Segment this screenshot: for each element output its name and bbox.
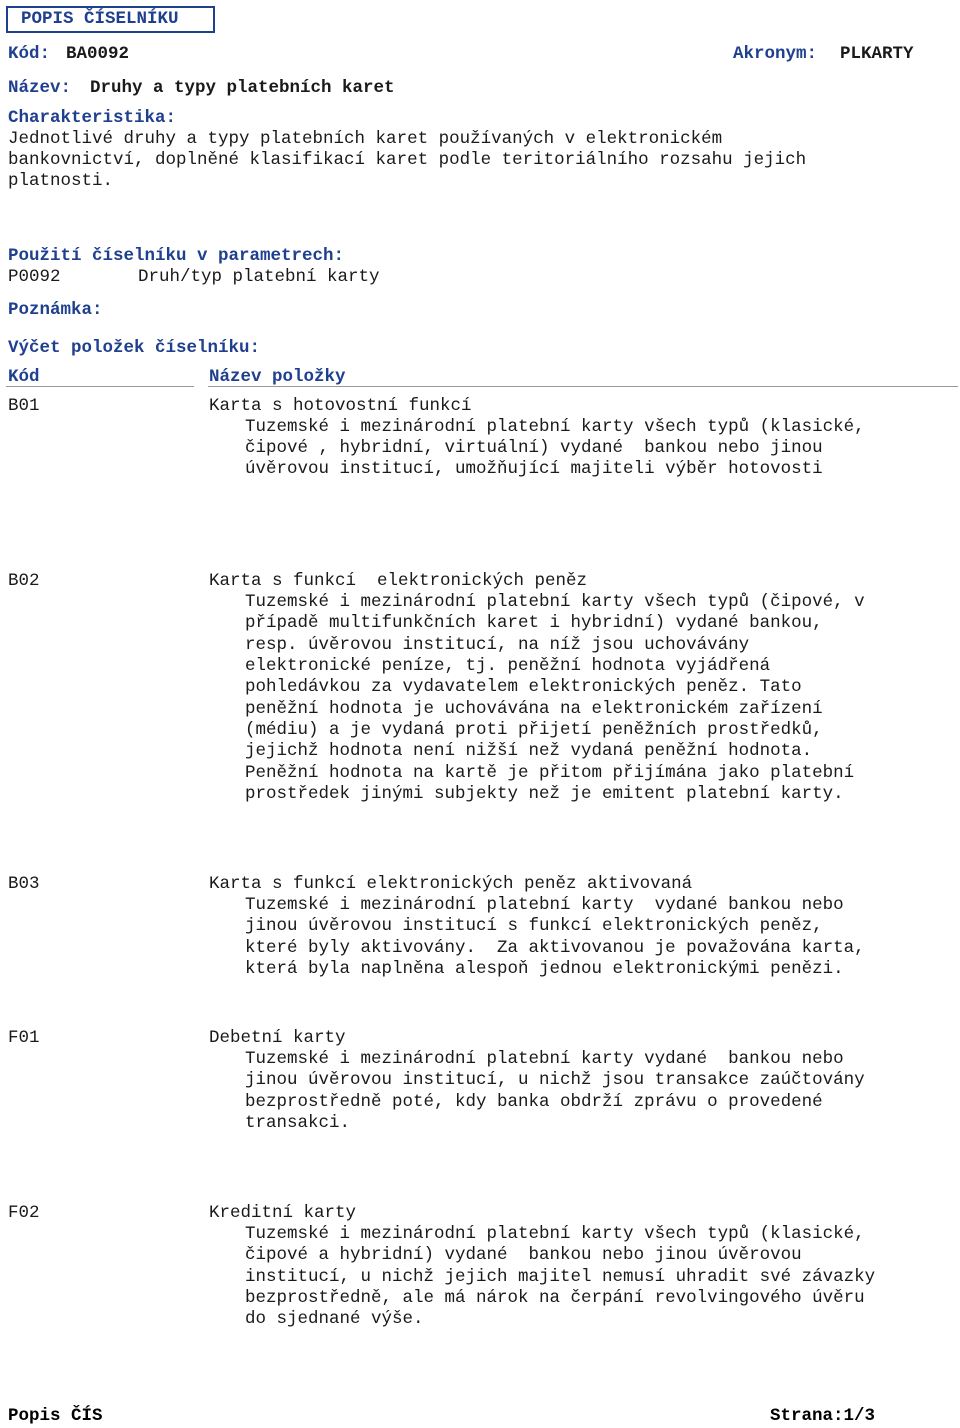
item-desc-line: (médiu) a je vydaná proti přijetí peněžních prostředků, (245, 720, 823, 740)
item-desc-line: čipové , hybridní, virtuální) vydané bankou nebo jinou (245, 438, 823, 458)
item-desc-line: institucí, u nichž jejich majitel nemusí uhradit své závazky (245, 1267, 876, 1287)
item-name: Kreditní karty (209, 1203, 357, 1223)
akronym-value: PLKARTY (840, 44, 914, 64)
item-desc-line: pohledávkou za vydavatelem elektronických peněz. Tato (245, 677, 802, 697)
item-code: B03 (8, 874, 40, 894)
param-code: P0092 (8, 267, 61, 287)
poznamka-label: Poznámka: (8, 300, 103, 320)
item-desc-line: do sjednané výše. (245, 1309, 424, 1329)
akronym-label: Akronym: (733, 44, 818, 64)
item-code: B01 (8, 396, 40, 416)
header-divider (208, 386, 958, 387)
kod-label: Kód: (8, 44, 51, 64)
nazev-label: Název: (8, 78, 72, 98)
item-desc-line: Tuzemské i mezinárodní platební karty všech typů (čipové, v (245, 592, 865, 612)
charakteristika-line: bankovnictví, doplněné klasifikací karet podle teritoriálního rozsahu jejich (8, 150, 807, 170)
header-divider (6, 386, 194, 387)
document-title: POPIS ČÍSELNÍKU (6, 6, 215, 33)
item-code: F02 (8, 1203, 40, 1223)
item-name: Karta s funkcí elektronických peněz aktivovaná (209, 874, 693, 894)
footer-doc-name: Popis ČÍS (8, 1406, 103, 1426)
param-name: Druh/typ platební karty (138, 267, 380, 287)
item-desc-line: resp. úvěrovou institucí, na níž jsou uchovávány (245, 635, 750, 655)
item-desc-line: která byla naplněna alespoň jednou elektronickými penězi. (245, 959, 844, 979)
item-desc-line: elektronické peníze, tj. peněžní hodnota vyjádřená (245, 656, 771, 676)
item-desc-line: Peněžní hodnota na kartě je přitom přijímána jako platební (245, 763, 855, 783)
column-header-kod: Kód (8, 367, 40, 387)
item-desc-line: prostředek jinými subjekty než je emitent platební karty. (245, 784, 844, 804)
item-desc-line: peněžní hodnota je uchovávána na elektronickém zařízení (245, 699, 823, 719)
item-desc-line: Tuzemské i mezinárodní platební karty všech typů (klasické, (245, 1224, 865, 1244)
item-desc-line: úvěrovou institucí, umožňující majiteli výběr hotovosti (245, 459, 823, 479)
kod-value: BA0092 (66, 44, 130, 64)
item-desc-line: jinou úvěrovou institucí, u nichž jsou transakce zaúčtovány (245, 1070, 865, 1090)
item-desc-line: jejichž hodnota není nižší než vydaná peněžní hodnota. (245, 741, 813, 761)
item-desc-line: Tuzemské i mezinárodní platební karty vydané bankou nebo (245, 1049, 844, 1069)
item-desc-line: případě multifunkčních karet i hybridní) vydané bankou, (245, 613, 823, 633)
item-desc-line: bezprostředně, ale má nárok na čerpání revolvingového úvěru (245, 1288, 865, 1308)
charakteristika-line: Jednotlivé druhy a typy platebních karet používaných v elektronickém (8, 129, 723, 149)
item-name: Karta s hotovostní funkcí (209, 396, 472, 416)
vycet-label: Výčet položek číselníku: (8, 338, 261, 358)
item-desc-line: které byly aktivovány. Za aktivovanou je považována karta, (245, 938, 865, 958)
item-name: Karta s funkcí elektronických peněz (209, 571, 588, 591)
column-header-nazev: Název položky (209, 367, 346, 387)
item-code: B02 (8, 571, 40, 591)
footer-page-number: Strana:1/3 (770, 1406, 876, 1426)
item-desc-line: jinou úvěrovou institucí s funkcí elektronických peněz, (245, 916, 823, 936)
charakteristika-line: platnosti. (8, 171, 114, 191)
charakteristika-label: Charakteristika: (8, 108, 177, 128)
item-name: Debetní karty (209, 1028, 346, 1048)
item-desc-line: bezprostředně poté, kdy banka obdrží zprávu o provedené (245, 1092, 823, 1112)
nazev-value: Druhy a typy platebních karet (90, 78, 395, 98)
item-desc-line: Tuzemské i mezinárodní platební karty vydané bankou nebo (245, 895, 844, 915)
item-code: F01 (8, 1028, 40, 1048)
pouziti-label: Použití číselníku v parametrech: (8, 246, 345, 266)
item-desc-line: transakci. (245, 1113, 351, 1133)
item-desc-line: Tuzemské i mezinárodní platební karty všech typů (klasické, (245, 417, 865, 437)
item-desc-line: čipové a hybridní) vydané bankou nebo jinou úvěrovou (245, 1245, 802, 1265)
